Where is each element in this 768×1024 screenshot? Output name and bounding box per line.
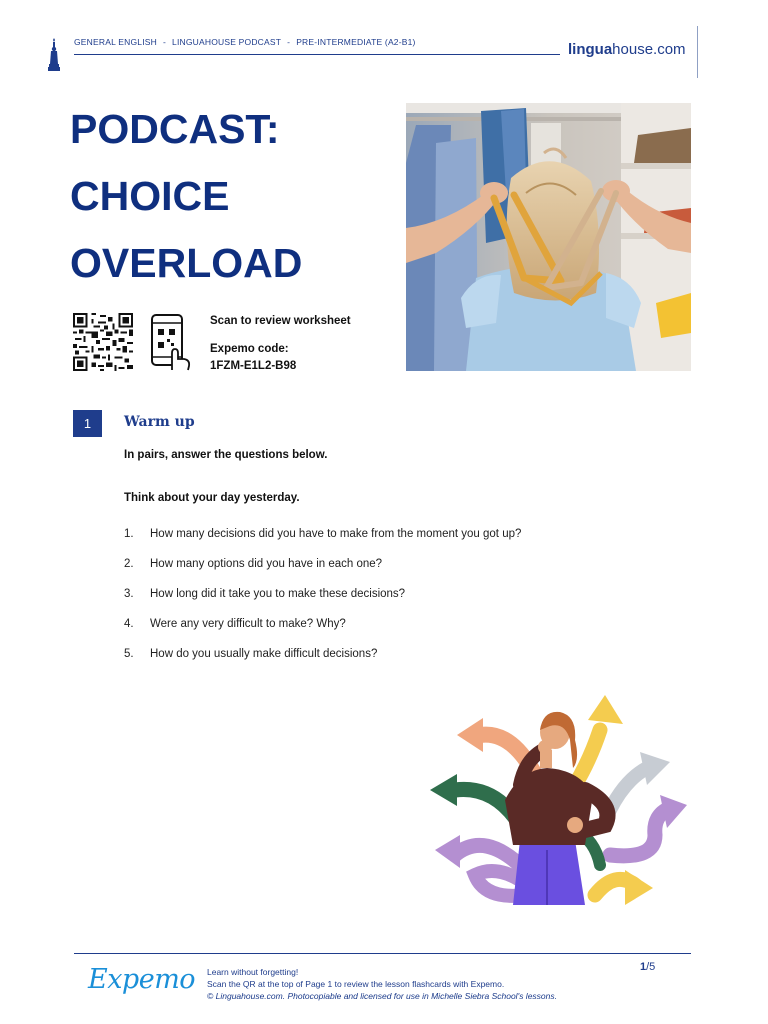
- footer-copyright: © Linguahouse.com. Photocopiable and licensed for use in Michelle Siebra School's lessons.: [207, 991, 557, 1001]
- page-title: [70, 96, 390, 297]
- question-number: 1.: [124, 528, 134, 540]
- breadcrumb-level: PRE-INTERMEDIATE (A2-B1): [296, 37, 416, 47]
- footer-tagline: Learn without forgetting!: [207, 967, 299, 977]
- hero-photo-woman-wardrobe: [406, 103, 691, 371]
- breadcrumb-podcast: LINGUAHOUSE PODCAST: [172, 37, 282, 47]
- question-text: How many decisions did you have to make from the moment you got up?: [150, 528, 522, 540]
- footer-divider: [74, 953, 691, 954]
- section-instruction: In pairs, answer the questions below.: [124, 449, 328, 461]
- question-text: How long did it take you to make these decisions?: [150, 588, 406, 600]
- scan-label: Scan to review worksheet: [210, 315, 351, 327]
- linguahouse-logo[interactable]: [568, 41, 686, 58]
- expemo-logo[interactable]: Expemo: [88, 964, 196, 995]
- scan-info: [210, 313, 351, 375]
- page-current: 1: [640, 961, 647, 973]
- expemo-code: 1FZM-E1L2-B98: [210, 360, 297, 372]
- question-number: 5.: [124, 648, 134, 660]
- breadcrumb-separator: -: [287, 37, 291, 47]
- list-item: [124, 618, 521, 648]
- choice-arrows-illustration: [425, 690, 693, 920]
- section-title: Warm up: [124, 414, 195, 430]
- expemo-code-label: Expemo code:: [210, 343, 289, 355]
- breadcrumb-general-english: GENERAL ENGLISH: [74, 37, 157, 47]
- list-item: [124, 648, 521, 678]
- section-number-badge: 1: [73, 410, 102, 437]
- breadcrumb: [74, 37, 416, 47]
- breadcrumb-separator: -: [163, 37, 167, 47]
- page-number: [640, 961, 655, 973]
- list-item: [124, 528, 521, 558]
- qr-code[interactable]: [73, 313, 133, 371]
- title-line: PODCAST:: [70, 106, 280, 152]
- footer-instruction: Scan the QR at the top of Page 1 to review the lesson flashcards with Expemo.: [207, 979, 505, 989]
- brand-rest: house.com: [612, 41, 686, 58]
- section-prompt: Think about your day yesterday.: [124, 492, 300, 504]
- statue-of-liberty-icon: [46, 38, 62, 72]
- title-line: CHOICE: [70, 173, 230, 219]
- question-number: 2.: [124, 558, 134, 570]
- question-text: How do you usually make difficult decisions?: [150, 648, 378, 660]
- question-text: Were any very difficult to make? Why?: [150, 618, 346, 630]
- phone-scan-icon: [150, 313, 192, 371]
- list-item: [124, 588, 521, 618]
- title-line: OVERLOAD: [70, 240, 303, 286]
- header-divider: [74, 54, 560, 55]
- list-item: [124, 558, 521, 588]
- question-list: [124, 528, 521, 678]
- footer-text: [207, 966, 557, 1002]
- question-text: How many options did you have in each one?: [150, 558, 383, 570]
- question-number: 3.: [124, 588, 134, 600]
- page-total: /5: [646, 961, 656, 973]
- brand-divider: [697, 26, 698, 78]
- question-number: 4.: [124, 618, 134, 630]
- brand-bold: lingua: [568, 41, 613, 58]
